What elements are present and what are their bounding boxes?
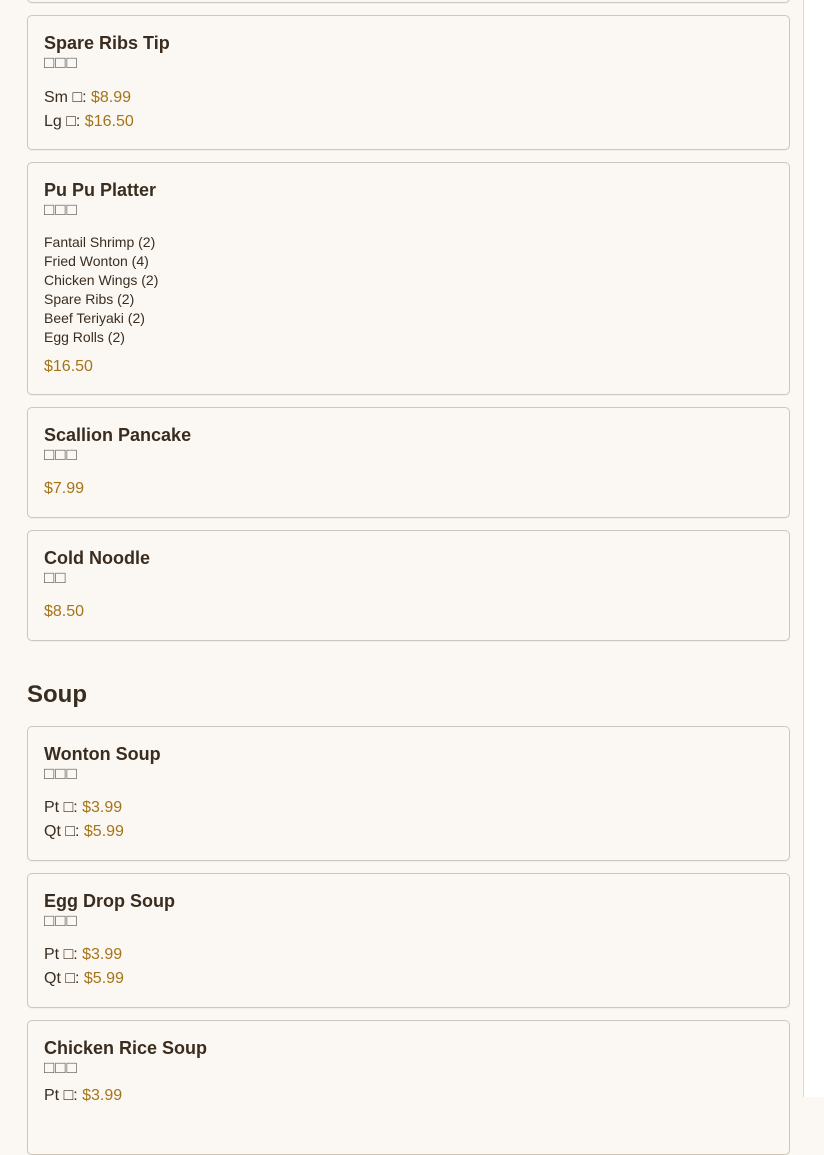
menu-item-wonton-soup[interactable] bbox=[27, 726, 790, 861]
price-line-large bbox=[44, 113, 134, 131]
price-line-quart bbox=[44, 823, 124, 841]
item-chinese-name: □□□ bbox=[44, 1058, 78, 1077]
previous-menu-card bbox=[27, 0, 790, 3]
item-name: Chicken Rice Soup bbox=[44, 1038, 208, 1058]
platter-item: Chicken Wings (2) bbox=[44, 272, 159, 288]
item-name: Wonton Soup bbox=[44, 744, 161, 764]
price-line-pint bbox=[44, 1087, 122, 1105]
item-chinese-name: □□□ bbox=[44, 445, 78, 464]
item-name: Cold Noodle bbox=[44, 548, 150, 568]
price-line-pint bbox=[44, 946, 122, 964]
price-line-small bbox=[44, 89, 131, 107]
item-name: Egg Drop Soup bbox=[44, 891, 175, 911]
price: $16.50 bbox=[44, 358, 93, 375]
price: $7.99 bbox=[44, 480, 85, 497]
item-name: Pu Pu Platter bbox=[44, 180, 157, 200]
platter-item: Beef Teriyaki (2) bbox=[44, 310, 145, 326]
price: $8.50 bbox=[44, 603, 85, 620]
size-label: Pt □: bbox=[44, 1087, 83, 1104]
menu-item-pu-pu-platter[interactable] bbox=[27, 162, 790, 395]
menu-item-chicken-rice-soup[interactable] bbox=[27, 1020, 790, 1155]
item-chinese-name: □□□ bbox=[44, 53, 78, 72]
size-label: Pt □: bbox=[44, 946, 83, 963]
item-chinese-name: □□□ bbox=[44, 764, 78, 783]
price: $3.99 bbox=[82, 1087, 123, 1104]
price-line-pint bbox=[44, 799, 122, 817]
section-title-soup: Soup bbox=[27, 681, 87, 708]
scrollbar-track[interactable] bbox=[803, 0, 824, 1097]
item-chinese-name: □□ bbox=[44, 568, 67, 587]
item-name: Spare Ribs Tip bbox=[44, 33, 170, 53]
size-label: Pt □: bbox=[44, 799, 83, 816]
size-label: Sm □: bbox=[44, 89, 91, 106]
price: $5.99 bbox=[83, 970, 124, 987]
platter-item: Fried Wonton (4) bbox=[44, 253, 149, 269]
platter-item: Egg Rolls (2) bbox=[44, 329, 125, 345]
item-name: Scallion Pancake bbox=[44, 425, 192, 445]
price: $3.99 bbox=[82, 799, 123, 816]
platter-item: Spare Ribs (2) bbox=[44, 291, 135, 307]
price: $8.99 bbox=[91, 89, 132, 106]
item-chinese-name: □□□ bbox=[44, 911, 78, 930]
price: $5.99 bbox=[83, 823, 124, 840]
price: $16.50 bbox=[84, 113, 134, 130]
size-label: Qt □: bbox=[44, 970, 84, 987]
price: $3.99 bbox=[82, 946, 123, 963]
menu-item-scallion-pancake[interactable] bbox=[27, 407, 790, 518]
size-label: Qt □: bbox=[44, 823, 84, 840]
size-label: Lg □: bbox=[44, 113, 85, 130]
item-chinese-name: □□□ bbox=[44, 200, 78, 219]
menu-item-cold-noodle[interactable] bbox=[27, 530, 790, 641]
price-line-quart bbox=[44, 970, 124, 988]
menu-item-spare-ribs-tip[interactable] bbox=[27, 15, 790, 150]
menu-item-egg-drop-soup[interactable] bbox=[27, 873, 790, 1008]
platter-item: Fantail Shrimp (2) bbox=[44, 234, 156, 250]
